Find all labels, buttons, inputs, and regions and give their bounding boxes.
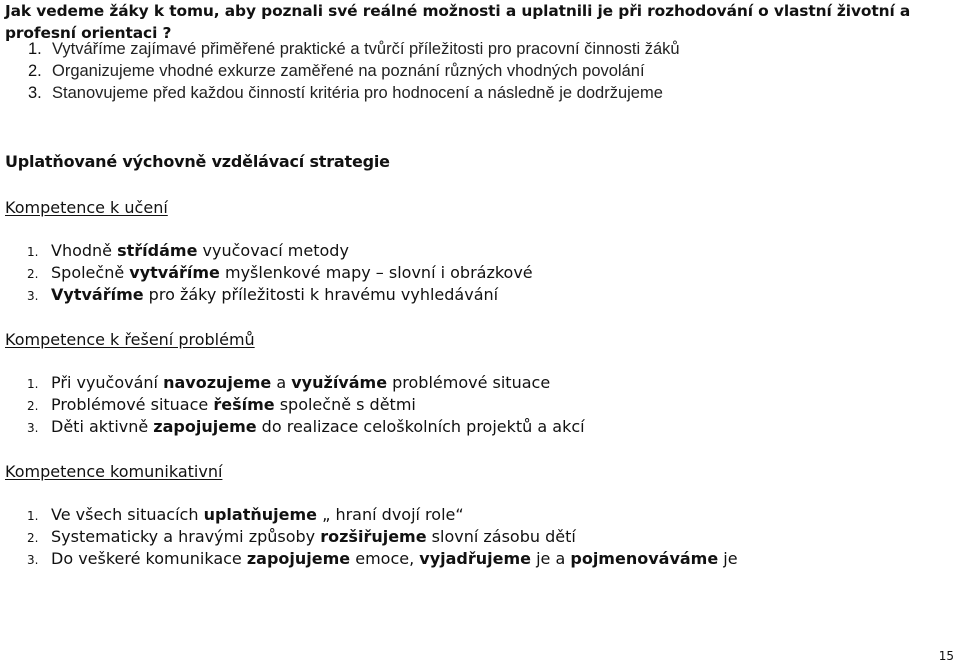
section-list [27,240,533,306]
emphasized-verb: řešíme [213,395,275,414]
page-number: 15 [938,649,954,663]
list-text: Problémové situace [51,395,214,414]
section-title: Kompetence k učení [5,198,168,217]
list-number: 1. [27,377,39,391]
emphasized-verb: uplatňujeme [203,505,317,524]
list-number: 3. [27,553,39,567]
emphasized-verb: Vytváříme [51,285,144,304]
list-text: problémové situace [387,373,551,392]
list-text: Do veškeré komunikace [51,549,247,568]
list-text: myšlenkové mapy – slovní i obrázkové [219,263,533,282]
list-text: pro žáky příležitosti k hravému vyhledávání [143,285,499,304]
list-number: 3. [27,289,39,303]
list-number: 1. [28,40,42,58]
list-text: Při vyučování [51,373,164,392]
emphasized-verb: navozujeme [163,373,272,392]
emphasized-verb: zapojujeme [153,417,257,436]
list-number: 3. [28,84,42,102]
list-item [27,394,585,416]
list-text: společně s dětmi [274,395,416,414]
list-text: emoce, [350,549,420,568]
list-item [27,416,585,438]
list-number: 3. [27,421,39,435]
list-number: 1. [27,245,39,259]
emphasized-verb: vytváříme [129,263,220,282]
section-list [27,372,585,438]
list-number: 2. [28,62,42,80]
emphasized-verb: využíváme [291,373,388,392]
list-text: slovní zásobu dětí [426,527,576,546]
list-text: do realizace celoškolních projektů a akcí [256,417,585,436]
list-text: je [718,549,738,568]
emphasized-verb: vyjadřujeme [419,549,532,568]
list-number: 2. [27,267,39,281]
section-title: Kompetence k řešení problémů [5,330,255,349]
list-text: vyučovací metody [197,241,349,260]
list-item [27,240,533,262]
list-text: Společně [51,263,130,282]
emphasized-verb: rozšiřujeme [320,527,427,546]
emphasized-verb: střídáme [117,241,198,260]
list-number: 1. [27,509,39,523]
section-title: Kompetence komunikativní [5,462,223,481]
list-text: a [271,373,292,392]
strategy-heading: Uplatňované výchovně vzdělávací strategie [5,152,390,171]
list-text: Děti aktivně [51,417,154,436]
list-text: Vytváříme zajímavé přiměřené praktické a tvůrčí příležitosti pro pracovní činnosti žáků [52,40,680,58]
intro-list-item [28,60,680,82]
list-item [27,526,738,548]
intro-list-item [28,38,680,60]
list-number: 2. [27,531,39,545]
list-item [27,372,585,394]
list-item [27,504,738,526]
list-number: 2. [27,399,39,413]
intro-list-item [28,82,680,104]
list-text: Organizujeme vhodné exkurze zaměřené na poznání různých vhodných povolání [52,62,645,80]
list-text: Ve všech situacích [51,505,204,524]
list-text: „ hraní dvojí role“ [317,505,464,524]
list-text: je a [531,549,571,568]
list-item [27,262,533,284]
section-list [27,504,738,570]
list-item [27,284,533,306]
list-text: Systematicky a hravými způsoby [51,527,321,546]
intro-question: Jak vedeme žáky k tomu, aby poznali své reálné možnosti a uplatnili je při rozhodování o vlastní životní a profesní orientaci ? [5,2,911,42]
list-text: Stanovujeme před každou činností kritéria pro hodnocení a následně je dodržujeme [52,84,663,102]
emphasized-verb: zapojujeme [246,549,351,568]
list-item [27,548,738,570]
emphasized-verb: pojmenováváme [570,549,719,568]
intro-list [28,38,680,104]
list-text: Vhodně [51,241,118,260]
